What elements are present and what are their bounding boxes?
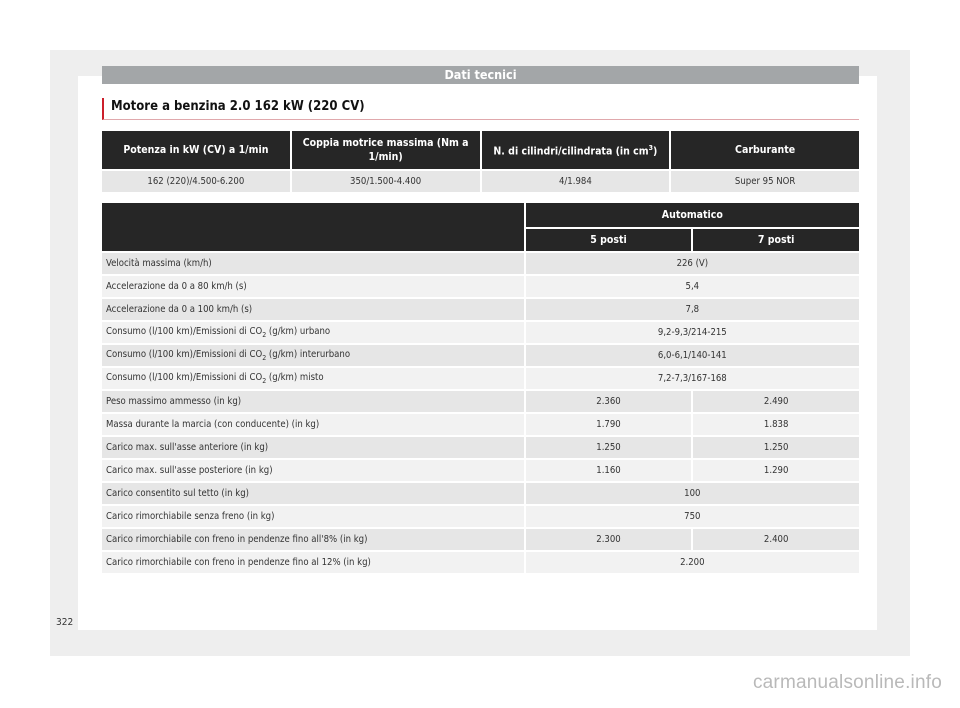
row-value-7-posti: 2.490	[693, 391, 859, 412]
row-label: Carico rimorchiabile senza freno (in kg)	[102, 506, 524, 527]
co2-subscript: 2	[262, 330, 267, 339]
row-value: 750	[526, 506, 859, 527]
row-label	[102, 322, 524, 343]
row-label: Velocità massima (km/h)	[102, 253, 524, 274]
row-label: Carico rimorchiabile con freno in pendenze fino all'8% (in kg)	[102, 529, 524, 550]
header-7-posti: 7 posti	[693, 229, 859, 251]
header-fuel: Carburante	[671, 131, 859, 169]
engine-heading: Motore a benzina 2.0 162 kW (220 CV)	[102, 98, 859, 120]
row-label-text: Consumo (l/100 km)/Emissioni di	[106, 326, 250, 338]
page-number: 322	[56, 617, 74, 628]
row-label	[102, 345, 524, 366]
header-5-posti: 5 posti	[526, 229, 692, 251]
table-row	[102, 322, 859, 343]
row-value-5-posti: 1.250	[526, 437, 692, 458]
table-row	[102, 552, 859, 573]
co2-text: CO	[249, 372, 263, 384]
row-label: Carico max. sull'asse posteriore (in kg)	[102, 460, 524, 481]
co2-subscript: 2	[262, 353, 267, 362]
row-value-7-posti: 1.838	[693, 414, 859, 435]
table-row	[102, 437, 859, 458]
row-label-text: Consumo (l/100 km)/Emissioni di	[106, 372, 250, 384]
row-value-5-posti: 1.790	[526, 414, 692, 435]
row-value: 9,2-9,3/214-215	[526, 322, 859, 343]
row-label: Massa durante la marcia (con conducente) (in kg)	[102, 414, 524, 435]
row-label-suffix: (g/km) urbano	[266, 326, 331, 338]
table-row	[102, 529, 859, 550]
header-power: Potenza in kW (CV) a 1/min	[102, 131, 290, 169]
table-row	[102, 299, 859, 320]
row-value-5-posti: 2.360	[526, 391, 692, 412]
table-row	[102, 253, 859, 274]
table-row	[102, 460, 859, 481]
watermark: carmanualsonline.info	[752, 672, 942, 693]
header-cylinders-sup: 3	[648, 144, 654, 153]
row-label-suffix: (g/km) misto	[266, 372, 324, 384]
performance-rows	[102, 253, 859, 573]
row-value: 5,4	[526, 276, 859, 297]
header-torque: Coppia motrice massima (Nm a 1/min)	[292, 131, 480, 169]
header-cylinders	[482, 131, 670, 169]
value-torque: 350/1.500-4.400	[292, 171, 480, 192]
row-value: 2.200	[526, 552, 859, 573]
header-cylinders-close: )	[653, 145, 658, 158]
table-row	[102, 345, 859, 366]
row-value: 7,2-7,3/167-168	[526, 368, 859, 389]
table-row	[102, 391, 859, 412]
row-value: 100	[526, 483, 859, 504]
row-value-7-posti: 2.400	[693, 529, 859, 550]
row-value-5-posti: 2.300	[526, 529, 692, 550]
table-row	[102, 506, 859, 527]
row-label-suffix: (g/km) interurbano	[266, 349, 351, 361]
co2-text: CO	[249, 349, 263, 361]
co2-subscript: 2	[262, 376, 267, 385]
table-row	[102, 368, 859, 389]
value-fuel: Super 95 NOR	[671, 171, 859, 192]
header-automatico: Automatico	[526, 203, 859, 227]
row-value-7-posti: 1.250	[693, 437, 859, 458]
row-value-7-posti: 1.290	[693, 460, 859, 481]
section-title: Dati tecnici	[102, 66, 859, 84]
row-label: Accelerazione da 0 a 80 km/h (s)	[102, 276, 524, 297]
row-value: 226 (V)	[526, 253, 859, 274]
engine-specs-table	[100, 129, 861, 194]
performance-table	[100, 201, 861, 575]
value-power: 162 (220)/4.500-6.200	[102, 171, 290, 192]
table-row	[102, 414, 859, 435]
row-value: 7,8	[526, 299, 859, 320]
row-label-text: Consumo (l/100 km)/Emissioni di	[106, 349, 250, 361]
row-label: Accelerazione da 0 a 100 km/h (s)	[102, 299, 524, 320]
value-cylinders: 4/1.984	[482, 171, 670, 192]
table-row	[102, 276, 859, 297]
row-label	[102, 368, 524, 389]
row-label: Carico max. sull'asse anteriore (in kg)	[102, 437, 524, 458]
header-empty	[102, 203, 524, 251]
row-label: Carico rimorchiabile con freno in pendenze fino al 12% (in kg)	[102, 552, 524, 573]
row-label: Peso massimo ammesso (in kg)	[102, 391, 524, 412]
table-row	[102, 483, 859, 504]
row-value: 6,0-6,1/140-141	[526, 345, 859, 366]
row-value-5-posti: 1.160	[526, 460, 692, 481]
co2-text: CO	[249, 326, 263, 338]
header-cylinders-text: N. di cilindri/cilindrata (in cm	[493, 145, 649, 158]
row-label: Carico consentito sul tetto (in kg)	[102, 483, 524, 504]
